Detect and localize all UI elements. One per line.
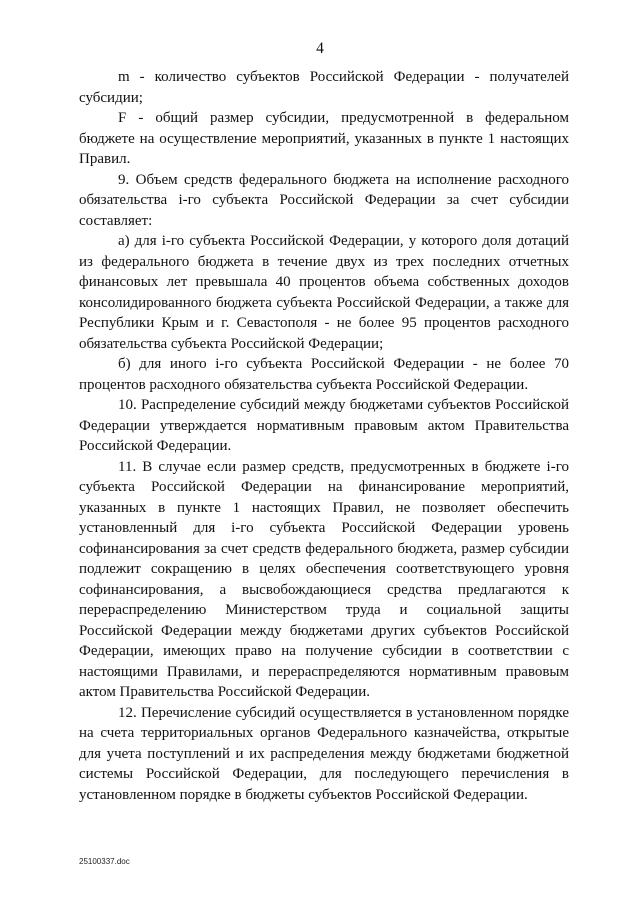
paragraph-9b: б) для иного i-го субъекта Российской Федерации - не более 70 процентов расходного обязательства субъекта Российской Федерации. — [79, 356, 569, 393]
paragraph-9a: а) для i-го субъекта Российской Федерации, у которого доля дотаций из федерального бюджета в течение двух из трех последних отчетных финансовых лет превышала 40 процентов объема собственных доходов консолидированного бюджета субъекта Российской Федерации, а также для Республики Крым и г. Севастополя - не более 95 процентов расходного обязательства субъекта Российской Федерации; — [79, 233, 569, 352]
paragraph-11: 11. В случае если размер средств, предусмотренных в бюджете i-го субъекта Российской Федерации на финансирование мероприятий, указанных в пункте 1 настоящих Правил, не позволяет обеспечить установленный для i-го субъекта Российской Федерации уровень софинансирования за счет средств федерального бюджета, размер субсидии подлежит сокращению в целях обеспечения соответствующего уровня софинансирования, а высвобождающиеся средства предлагаются к перераспределению Министерством труда и социальной защиты Российской Федерации между бюджетами других субъектов Российской Федерации, имеющих право на получение субсидии в соответствии с настоящими Правилами, и перераспределяются нормативным правовым актом Правительства Российской Федерации. — [79, 458, 569, 700]
document-file-code: 25100337.doc — [79, 857, 130, 866]
paragraph-12: 12. Перечисление субсидий осуществляется в установленном порядке на счета территориальных органов Федерального казначейства, открытые для учета поступлений и их распределения между бюджетами бюджетной системы Российской Федерации, для последующего перечисления в установленном порядке в бюджеты субъектов Российской Федерации. — [79, 704, 569, 803]
paragraph-f-definition: F - общий размер субсидии, предусмотренной в федеральном бюджете на осуществление мероприятий, указанных в пункте 1 настоящих Правил. — [79, 110, 569, 167]
paragraph-9: 9. Объем средств федерального бюджета на исполнение расходного обязательства i-го субъекта Российской Федерации за счет субсидии составляет: — [79, 171, 569, 229]
document-body — [79, 67, 569, 805]
page-number: 4 — [316, 40, 324, 57]
paragraph-10: 10. Распределение субсидий между бюджетами субъектов Российской Федерации утверждается нормативным правовым актом Правительства Российской Федерации. — [79, 397, 569, 454]
paragraph-m-definition: m - количество субъектов Российской Федерации - получателей субсидии; — [79, 69, 569, 106]
